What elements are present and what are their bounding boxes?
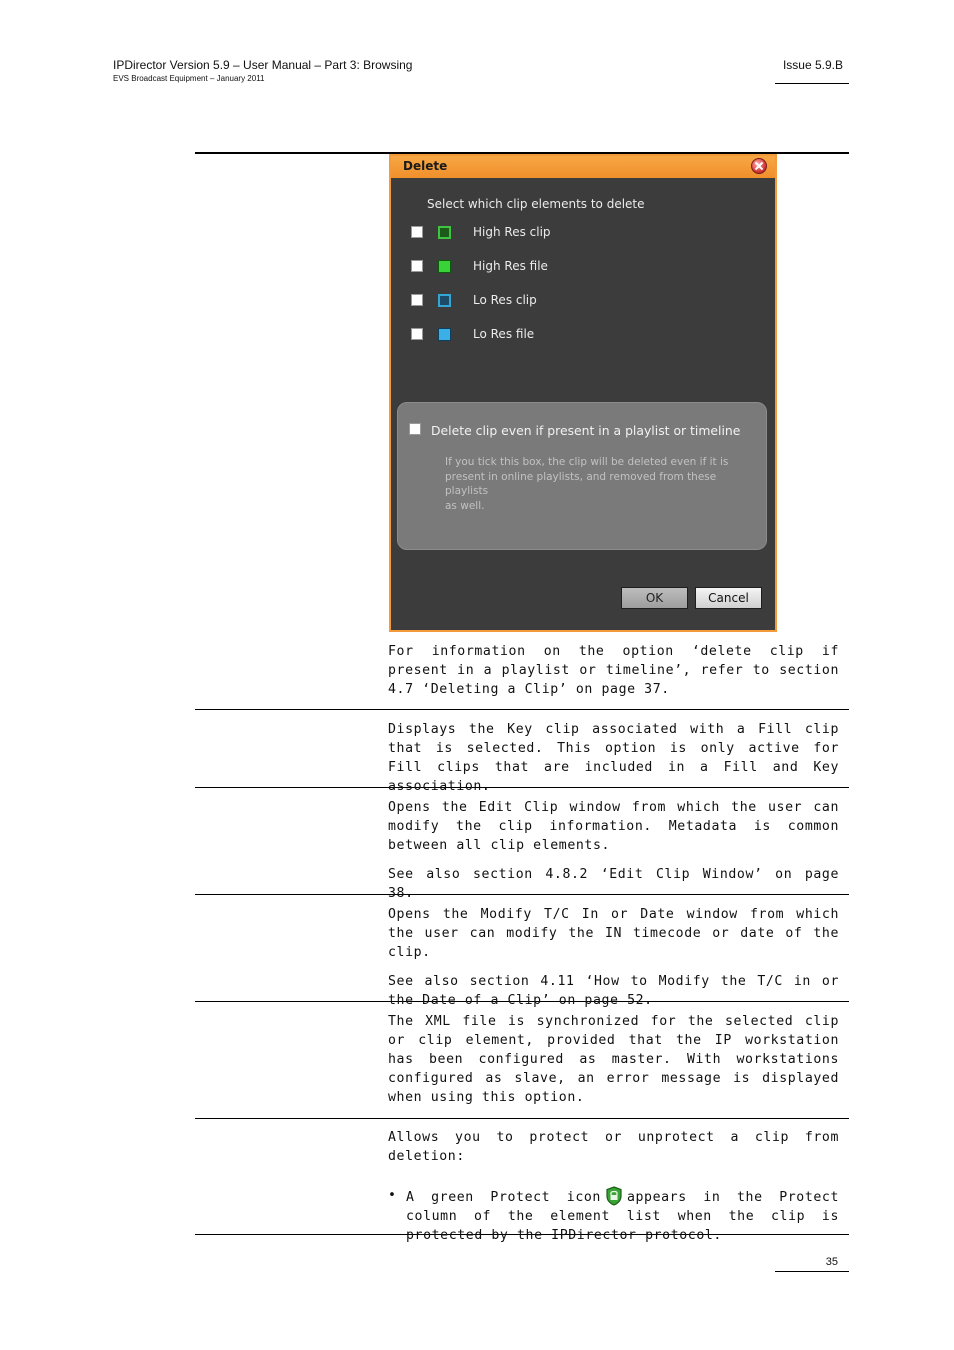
header-rule — [775, 83, 849, 84]
row-description: Allows you to protect or unprotect a clip from deletion: • A green Protect icon appears in the Protect column of the element list when the clip is protected by the IPDirector protocol. — [388, 1128, 839, 1245]
dialog-title: Delete — [403, 159, 448, 173]
playlist-option-panel — [397, 402, 767, 550]
row-description: Displays the Key clip associated with a Fill clip that is selected. This option is only active for Fill clips that are included in a Fill and Key association. — [388, 722, 839, 794]
option-label: High Res file — [473, 259, 548, 273]
row-description: For information on the option ‘delete clip if present in a playlist or timeline’, refer to section 4.7 ‘Deleting a Clip’ on page 37. — [388, 644, 839, 697]
checkbox[interactable] — [411, 294, 423, 306]
row-description: Opens the Edit Clip window from which the user can modify the clip information. Metadata is common between all clip elements. See also section 4.8.2 ‘Edit Clip Window’ on page 38. — [388, 800, 839, 901]
table-row-rule — [195, 1118, 849, 1119]
playlist-option-label: Delete clip even if present in a playlist or timeline — [431, 423, 741, 438]
table-row-rule — [195, 709, 849, 710]
option-label: Lo Res clip — [473, 293, 537, 307]
checkbox[interactable] — [411, 226, 423, 238]
page-number: 35 — [825, 1256, 838, 1268]
delete-dialog — [389, 154, 777, 632]
playlist-checkbox[interactable] — [409, 423, 421, 435]
row-description: Opens the Modify T/C In or Date window from which the user can modify the IN timecode or date of the clip. See also section 4.11 ‘How to Modify the T/C in or the Date of a Clip’ on page 52. — [388, 907, 839, 1008]
dialog-instruction: Select which clip elements to delete — [427, 197, 645, 211]
row-description: The XML file is synchronized for the selected clip or clip element, provided that the IP workstation has been configured as master. With workstations configured as slave, an error message is displayed when using this option. — [388, 1014, 839, 1105]
high-res-file-icon — [438, 260, 451, 273]
dialog-title-bar — [391, 156, 775, 178]
bullet-item: • A green Protect icon appears in the Protect column of the element list when the clip is protected by the IPDirector protocol. — [388, 1186, 839, 1245]
document-title: IPDirector Version 5.9 – User Manual – Part 3: Browsing — [113, 58, 413, 72]
lo-res-file-icon — [438, 328, 451, 341]
issue-label: Issue 5.9.B — [782, 58, 843, 72]
option-label: High Res clip — [473, 225, 551, 239]
footer-rule — [775, 1271, 849, 1272]
checkbox[interactable] — [411, 260, 423, 272]
protect-shield-icon — [605, 1186, 623, 1206]
close-icon[interactable] — [751, 158, 767, 174]
playlist-option-help: If you tick this box, the clip will be deleted even if it is present in online playlists, and removed from these playlists as well. — [445, 456, 729, 512]
document-subtitle: EVS Broadcast Equipment – January 2011 — [113, 74, 265, 83]
checkbox[interactable] — [411, 328, 423, 340]
ok-button[interactable]: OK — [621, 587, 688, 609]
cancel-button[interactable]: Cancel — [695, 587, 762, 609]
high-res-clip-icon — [438, 226, 451, 239]
lo-res-clip-icon — [438, 294, 451, 307]
option-label: Lo Res file — [473, 327, 535, 341]
